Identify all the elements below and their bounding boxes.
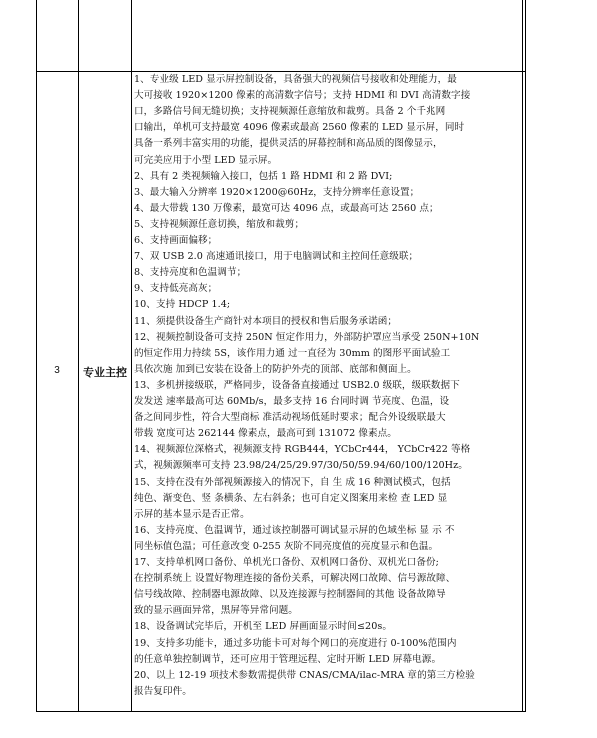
text-line: 备之间同步性，符合大型商标 准活动视场低延时要求；配合外设级联最大 [134,412,446,424]
text-line: 信号线故障、控制器电源故障、以及连接源与控制器间的其他 设备故障导 [134,589,446,601]
text-line: 11、须提供设备生产商针对本项目的授权和售后服务承诺函； [134,315,398,327]
text-line: 16、支持亮度、色温调节，通过该控制器可调试显示屏的色域坐标 显 示 不 [134,524,455,536]
text-line: 可完美应用于小型 LED 显示屏。 [134,154,278,166]
text-line: 18、设备调试完毕后，开机至 LED 屏画面显示时间≤20s。 [134,621,392,633]
table-divider-number [78,0,79,712]
text-line: 具依次施 加到已安装在设备上的防护外壳的顶部、底部和侧面上。 [134,363,417,375]
text-line: 口输出，单机可支持最宽 4096 像素或最高 2560 像素的 LED 显示屏，同时 [134,122,465,134]
row-divider [36,71,526,72]
row-category: 专业主控 [83,366,127,379]
text-line: 2、具有 2 类视频输入接口，包括 1 路 HDMI 和 2 路 DVI; [134,170,393,182]
text-line: 5、支持视频源任意切换，缩放和裁剪； [134,218,305,230]
text-line: 12、视频控制设备可支持 250N 恒定作用力，外部防护罩应当承受 250N+10N [134,331,480,343]
text-line: 纯色、渐变色、竖 条横条、左右斜条；也可自定义图案用来检 查 LED 显 [134,492,448,504]
text-line: 17、支持单机网口备份、单机光口备份、双机网口备份、双机光口备份; [134,557,439,568]
text-line: 同坐标值色温；可任意改变 0-255 灰阶不同亮度值的亮度显示和色温。 [134,540,439,552]
text-line: 的任意单独控制调节，还可应用于管理远程、定时开断 LED 屏幕电源。 [134,653,442,665]
text-line: 14、视频源位深格式，视频源支持 RGB444，YCbCr444， YCbCr422 等格 [134,444,471,456]
row-number: 3 [54,365,60,376]
text-line: 8、支持亮度和色温调节； [134,267,247,279]
text-line: 口，多路信号间无缝切换；支持视频源任意缩放和裁剪。具备 2 个千兆网 [134,106,446,118]
text-line: 带载 宽度可达 262144 像素点，最高可到 131072 像素点。 [134,428,397,440]
text-line: 示屏的基本显示是否正常。 [134,508,250,520]
text-line: 20、以上 12-19 项技术参数需提供带 CNAS/CMA/ilac-MRA 章的第三方检验 [134,669,475,681]
text-line: 15、支持在没有外部视频源接入的情况下，自 生 成 16 种测试模式，包括 [134,476,451,488]
text-line: 9、支持低亮高灰； [134,283,218,295]
table-border-bottom [36,711,526,712]
text-line: 7、双 USB 2.0 高速通讯接口，用于电脑调试和主控间任意级联； [134,251,419,263]
text-line: 4、最大带载 130 万像素，最宽可达 4096 点，或最高可达 2560 点； [134,202,439,214]
text-line: 19、支持多功能卡，通过多功能卡可对每个网口的亮度进行 0-100%范围内 [134,637,457,649]
text-line: 的恒定作用力持续 5S，该作用力通 过一直径为 30mm 的图形平面试验工 [134,347,451,359]
text-line: 13、多机拼接级联，严格同步，设备备直接通过 USB2.0 级联，级联数据下 [134,379,460,391]
text-line: 大可接收 1920×1200 像素的高清数字信号；支持 HDMI 和 DVI 高清数字接 [134,90,471,102]
text-line: 报告复印件。 [134,685,192,697]
row-content [131,73,525,709]
text-line: 具备一系列丰富实用的功能，提供灵活的屏幕控制和高品质的图像显示， [134,138,443,150]
text-line: 3、最大输入分辨率 1920×1200@60Hz，支持分辨率任意设置； [134,186,420,198]
text-line: 式，视频源频率可支持 23.98/24/25/29.97/30/50/59.94/60/100/120Hz。 [134,460,468,472]
text-line: 1、专业级 LED 显示屏控制设备，具备强大的视频信号接收和处理能力，最 [134,74,457,85]
table-border-right [525,0,526,712]
text-line: 在控制系统上 设置好物理连接的备份关系，可解决网口故障、信号源故障、 [134,573,456,585]
text-line: 发发送 速率最高可达 60Mb/s，最多支持 16 台同时调 节亮度、色温，设 [134,396,450,407]
text-line: 10、支持 HDCP 1.4; [134,299,231,311]
table-border-left [36,0,37,712]
text-line: 致的显示画面异常，黑屏等异常问题。 [134,605,298,617]
text-line: 6、支持画面偏移； [134,235,218,246]
